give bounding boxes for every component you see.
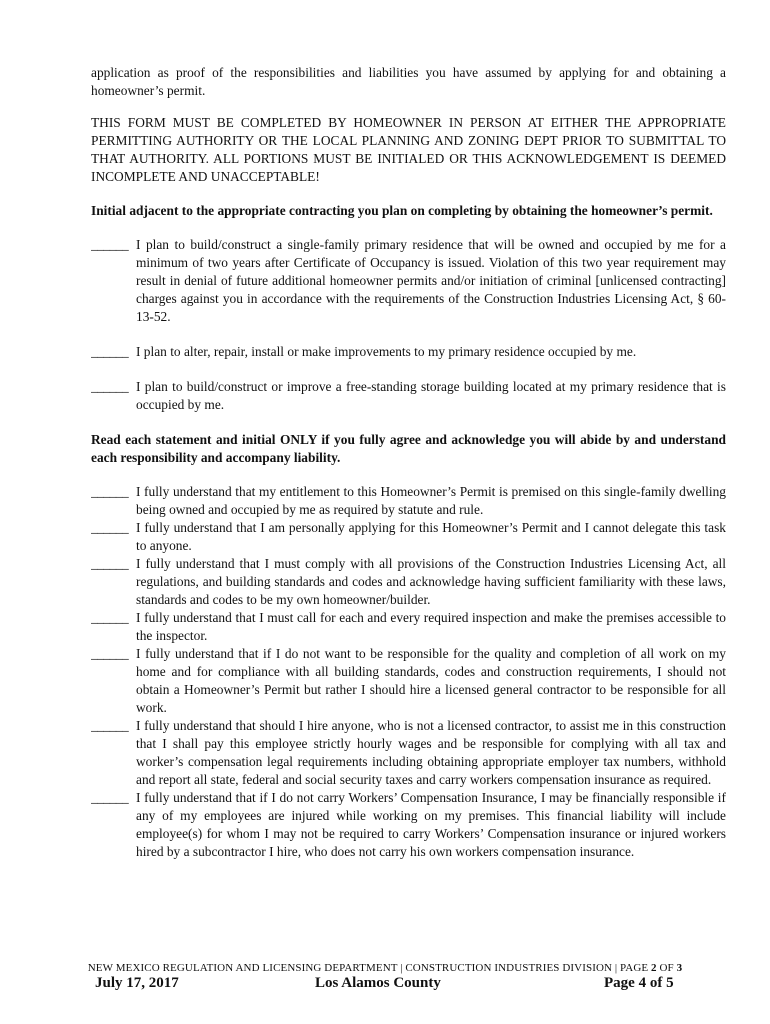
acknowledgement-item xyxy=(91,609,726,645)
choice-text: I plan to build/construct a single-family primary residence that will be owned and occupied by me for a minimum of two years after Certificate of Occupancy is issued. Violation of this two year requirement may result in denial of future additional homeowner permits and/or initiation of criminal [unlicensed contracting] charges against you in accordance with the requirements of the Construction Industries Licensing Act, § 60-13-52. xyxy=(136,237,726,324)
acknowledgement-text: I fully understand that I must call for each and every required inspection and make the premises accessible to the inspector. xyxy=(136,610,726,643)
initial-blank[interactable]: ______ xyxy=(91,646,129,661)
section-heading-contracting: Initial adjacent to the appropriate contracting you plan on completing by obtaining the homeowner’s permit. xyxy=(91,203,713,218)
initial-blank[interactable]: ______ xyxy=(91,344,129,359)
notice-paragraph: THIS FORM MUST BE COMPLETED BY HOMEOWNER IN PERSON AT EITHER THE APPROPRIATE PERMITTING AUTHORITY OR THE LOCAL PLANNING AND ZONING DEPT PRIOR TO SUBMITTAL TO THAT AUTHORITY. ALL PORTIONS MUST BE INITIALED OR THIS ACKNOWLEDGEMENT IS DEEMED INCOMPLETE AND UNACCEPTABLE! xyxy=(91,115,726,184)
choice-text: I plan to build/construct or improve a free-standing storage building located at my primary residence that is occupied by me. xyxy=(136,379,726,412)
acknowledgement-list xyxy=(91,483,726,861)
initial-blank[interactable]: ______ xyxy=(91,520,129,535)
acknowledgement-item xyxy=(91,645,726,717)
choice-item xyxy=(91,236,726,326)
choice-text: I plan to alter, repair, install or make improvements to my primary residence occupied by me. xyxy=(136,344,637,359)
acknowledgement-text: I fully understand that should I hire anyone, who is not a licensed contractor, to assist me in this construction that I shall pay this employee strictly hourly wages and be responsible for complying with all tax and worker’s compensation legal requirements including obtaining appropriate employer tax numbers, withhold and report all state, federal and social security taxes and carry workers compensation insurance as required. xyxy=(136,718,726,787)
section-heading-acknowledgement: Read each statement and initial ONLY if you fully agree and acknowledge you will abide by and understand each responsibility and accompany liability. xyxy=(91,432,726,465)
footer-of: OF xyxy=(656,962,677,974)
acknowledgement-text: I fully understand that if I do not want to be responsible for the quality and completion of all work on my home and for compliance with all building standards, codes and construction requirements, I should not obtain a Homeowner’s Permit but rather I should hire a licensed general contractor to be responsible for all work. xyxy=(136,646,726,715)
acknowledgement-item xyxy=(91,555,726,609)
footer-page-label: Page 4 of 5 xyxy=(604,975,674,991)
footer-date: July 17, 2017 xyxy=(95,975,179,991)
footer-county: Los Alamos County xyxy=(315,975,441,991)
acknowledgement-item xyxy=(91,483,726,519)
initial-blank[interactable]: ______ xyxy=(91,379,129,394)
acknowledgement-text: I fully understand that I must comply with all provisions of the Construction Industries Licensing Act, all regulations, and building standards and codes and acknowledge having sufficient familiarity with these laws, standards and codes to be my own homeowner/builder. xyxy=(136,556,726,607)
acknowledgement-text: I fully understand that I am personally applying for this Homeowner’s Permit and I cannot delegate this task to anyone. xyxy=(136,520,726,553)
acknowledgement-text: I fully understand that my entitlement to this Homeowner’s Permit is premised on this single-family dwelling being owned and occupied by me as required by statute and rule. xyxy=(136,484,726,517)
document-body xyxy=(91,64,726,861)
initial-blank[interactable]: ______ xyxy=(91,718,129,733)
page-footer xyxy=(0,962,770,974)
footer-page-total: 3 xyxy=(676,962,683,974)
initial-blank[interactable]: ______ xyxy=(91,237,129,252)
initial-blank[interactable]: ______ xyxy=(91,556,129,571)
contracting-choices xyxy=(91,236,726,414)
acknowledgement-item xyxy=(91,789,726,861)
initial-blank[interactable]: ______ xyxy=(91,610,129,625)
acknowledgement-item xyxy=(91,519,726,555)
initial-blank[interactable]: ______ xyxy=(91,790,129,805)
initial-blank[interactable]: ______ xyxy=(91,484,129,499)
acknowledgement-text: I fully understand that if I do not carry Workers’ Compensation Insurance, I may be financially responsible if any of my employees are injured while working on my premises. This financial liability will include employee(s) for whom I may not be required to carry Workers’ Compensation insurance or injured workers hired by a subcontractor I hire, who does not carry his own workers compensation insurance. xyxy=(136,790,726,859)
choice-item xyxy=(91,343,726,361)
acknowledgement-item xyxy=(91,717,726,789)
intro-paragraph: application as proof of the responsibilities and liabilities you have assumed by applying for and obtaining a homeowner’s permit. xyxy=(91,65,726,98)
footer-page-current: 2 xyxy=(651,962,657,974)
footer-department: NEW MEXICO REGULATION AND LICENSING DEPARTMENT | CONSTRUCTION INDUSTRIES DIVISION | PAGE xyxy=(87,962,652,974)
choice-item xyxy=(91,378,726,414)
